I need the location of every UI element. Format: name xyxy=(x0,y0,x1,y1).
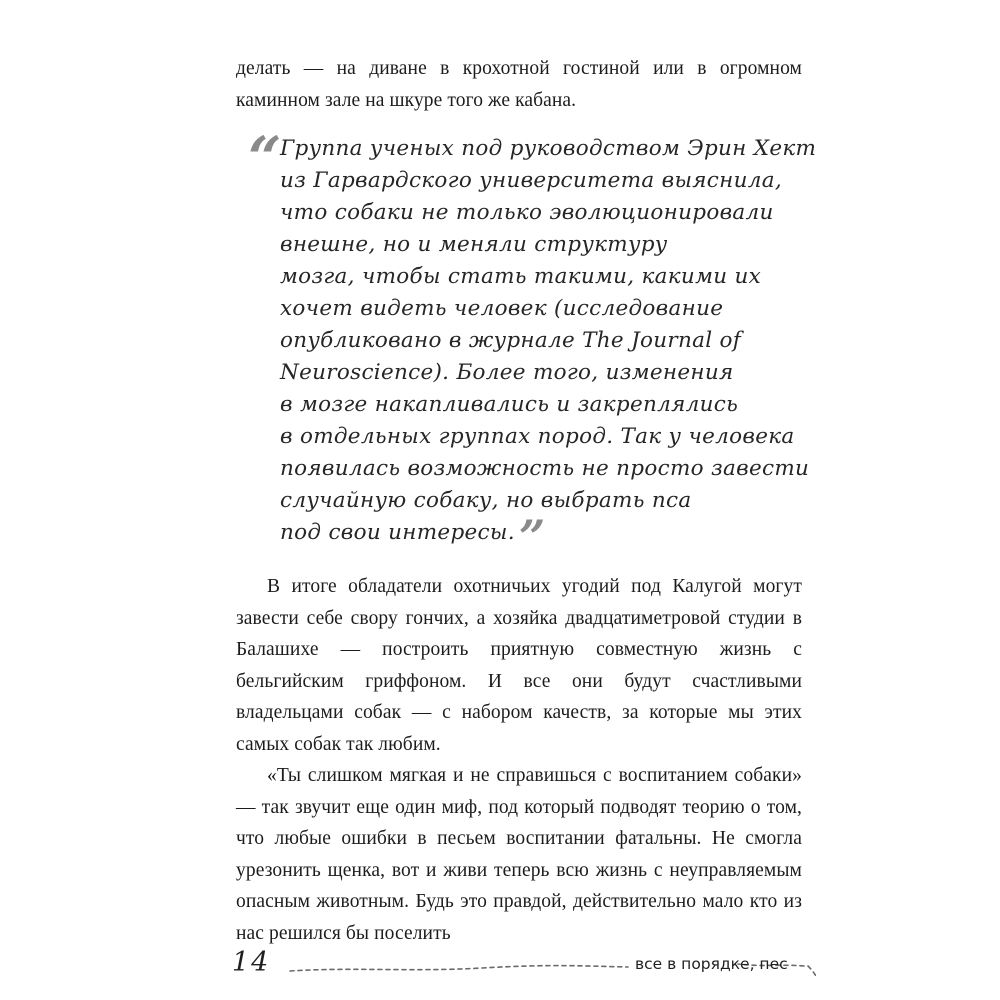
quote-line: появилась возможность не просто завести xyxy=(280,456,810,481)
body-paragraphs xyxy=(236,571,802,949)
quote-line: опубликовано в журнале The Journal of xyxy=(280,328,742,353)
page-footer xyxy=(232,945,816,985)
pull-quote xyxy=(248,124,817,564)
text-line: каминном зале на шкуре того же кабана. xyxy=(236,89,577,111)
running-head: все в порядке, пес xyxy=(635,955,788,973)
top-paragraph xyxy=(236,53,802,116)
quote-line: случайную собаку, но выбрать пса xyxy=(280,488,692,513)
close-quote-mark: ” xyxy=(518,510,546,564)
quote-text xyxy=(280,133,820,564)
quote-line: Neuroscience). Более того, изменения xyxy=(280,360,734,385)
paragraph: «Ты слишком мягкая и не справишься с воспитанием собаки» — так звучит еще один миф, под который подводят теорию о том, что любые ошибки в песьем воспитании фатальны. Не смогла урезонить щенка, вот и живи теперь всю жизнь с неуправляемым опасным животным. Будь это правдой, действительно мало кто из нас решился бы поселить xyxy=(236,765,802,944)
quote-line: внешне, но и меняли структуру xyxy=(280,232,668,257)
quote-line-text: под свои интересы. xyxy=(280,520,515,545)
paragraph: В итоге обладатели охотничьих угодий под Калугой могут завести себе свору гончих, а хозяйка двадцатиметровой студии в Балашихе — построить приятную совместную жизнь с бельгийским гриффоном. И все они будут счастливыми владельцами собак — с набором качеств, за которые мы этих самых собак так любим. xyxy=(236,576,802,755)
quote-line: из Гарвардского университета выяснила, xyxy=(280,168,782,193)
quote-line: в отдельных группах пород. Так у человека xyxy=(280,424,795,449)
quote-line: хочет видеть человек (исследование xyxy=(280,296,724,321)
quote-line: мозга, чтобы стать такими, какими их xyxy=(280,264,762,289)
open-quote-mark: “ xyxy=(248,124,282,192)
text-line: делать — на диване в крохотной гостиной или в огромном xyxy=(236,58,802,79)
quote-line: в мозге накапливались и закреплялись xyxy=(280,392,739,417)
quote-line-last xyxy=(280,510,820,564)
quote-line: что собаки не только эволюционировали xyxy=(280,200,774,225)
quote-line: Группа ученых под руководством Эрин Хект xyxy=(280,136,817,161)
page-number: 14 xyxy=(232,947,271,978)
